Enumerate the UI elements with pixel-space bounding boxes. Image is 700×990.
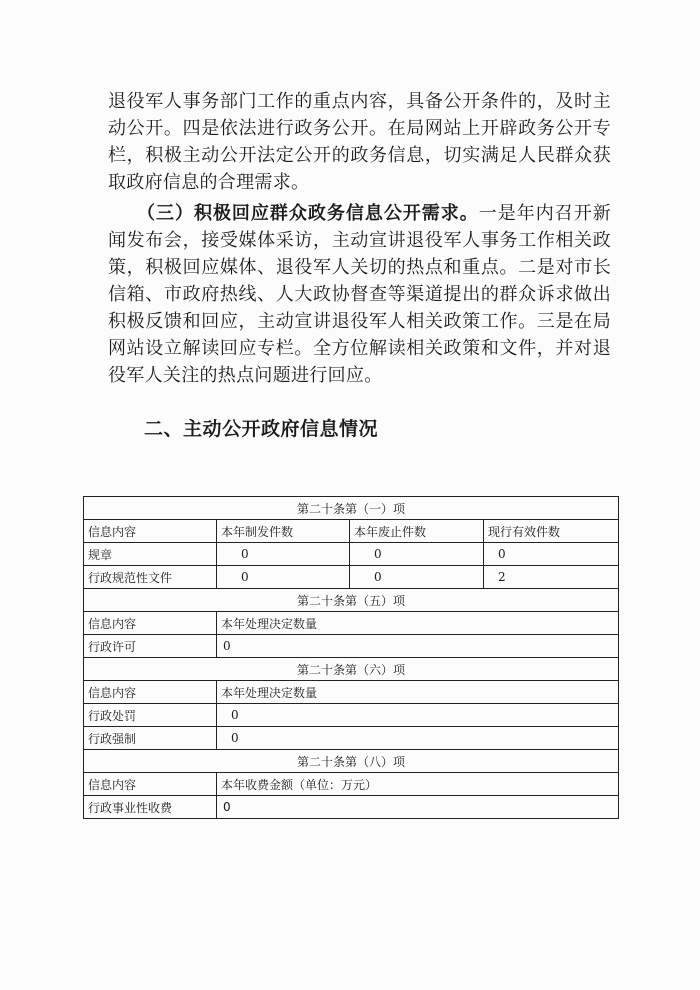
header-row <box>84 612 619 635</box>
header-row <box>84 681 619 704</box>
paragraph-2-lead: 积极回应群众政务信息公开需求。 <box>193 203 479 224</box>
paragraph-2 <box>108 200 611 389</box>
header-row <box>84 773 619 796</box>
paragraph-2-body: 一是年内召开新闻发布会，接受媒体采访，主动宣讲退役军人事务工作相关政策，积极回应媒体、退役军人关切的热点和重点。二是对市长信箱、市政府热线、人大政协督查等渠道提出的群众诉求做出积极反馈和回应，主动宣讲退役军人相关政策工作。三是在局网站设立解读回应专栏。全方位解读相关政策和文件，并对退役军人关注的热点问题进行回应。 <box>108 203 611 386</box>
header-cell: 本年废止件数 <box>350 520 484 543</box>
header-cell: 现行有效件数 <box>484 520 619 543</box>
value-cell: 0 <box>217 704 619 727</box>
header-cell: 本年制发件数 <box>217 520 350 543</box>
section-title-row <box>84 497 619 520</box>
value-cell: 0 <box>217 796 619 819</box>
header-cell: 本年处理决定数量 <box>217 612 619 635</box>
header-cell: 本年收费金额（单位：万元） <box>217 773 619 796</box>
row-label: 行政事业性收费 <box>84 796 217 819</box>
header-cell: 信息内容 <box>84 773 217 796</box>
table-row <box>84 727 619 750</box>
disclosure-table <box>83 496 619 819</box>
header-cell: 信息内容 <box>84 520 217 543</box>
table-row <box>84 796 619 819</box>
row-label: 规章 <box>84 543 217 566</box>
section-title: 第二十条第（一）项 <box>84 497 619 520</box>
table-row <box>84 566 619 589</box>
table-row <box>84 635 619 658</box>
header-cell: 本年处理决定数量 <box>217 681 619 704</box>
row-label: 行政许可 <box>84 635 217 658</box>
value-cell: 0 <box>217 727 619 750</box>
row-label: 行政处罚 <box>84 704 217 727</box>
table-row <box>84 543 619 566</box>
section-heading: 二、主动公开政府信息情况 <box>144 418 379 440</box>
value-cell: 0 <box>217 543 350 566</box>
header-cell: 信息内容 <box>84 612 217 635</box>
paragraph-2-number: （三） <box>145 203 194 224</box>
value-cell: 0 <box>217 635 619 658</box>
row-label: 行政规范性文件 <box>84 566 217 589</box>
value-cell: 0 <box>350 566 484 589</box>
row-label: 行政强制 <box>84 727 217 750</box>
table-row <box>84 704 619 727</box>
header-cell: 信息内容 <box>84 681 217 704</box>
section-title-row <box>84 658 619 681</box>
section-title: 第二十条第（五）项 <box>84 589 619 612</box>
section-title-row <box>84 589 619 612</box>
paragraph-1: 退役军人事务部门工作的重点内容，具备公开条件的，及时主动公开。四是依法进行政务公开。在局网站上开辟政务公开专栏，积极主动公开法定公开的政务信息，切实满足人民群众获取政府信息的合理需求。 <box>108 91 611 193</box>
header-row <box>84 520 619 543</box>
section-title: 第二十条第（八）项 <box>84 750 619 773</box>
section-title: 第二十条第（六）项 <box>84 658 619 681</box>
value-cell: 0 <box>484 543 619 566</box>
value-cell: 0 <box>350 543 484 566</box>
section-title-row <box>84 750 619 773</box>
value-cell: 2 <box>484 566 619 589</box>
value-cell: 0 <box>217 566 350 589</box>
